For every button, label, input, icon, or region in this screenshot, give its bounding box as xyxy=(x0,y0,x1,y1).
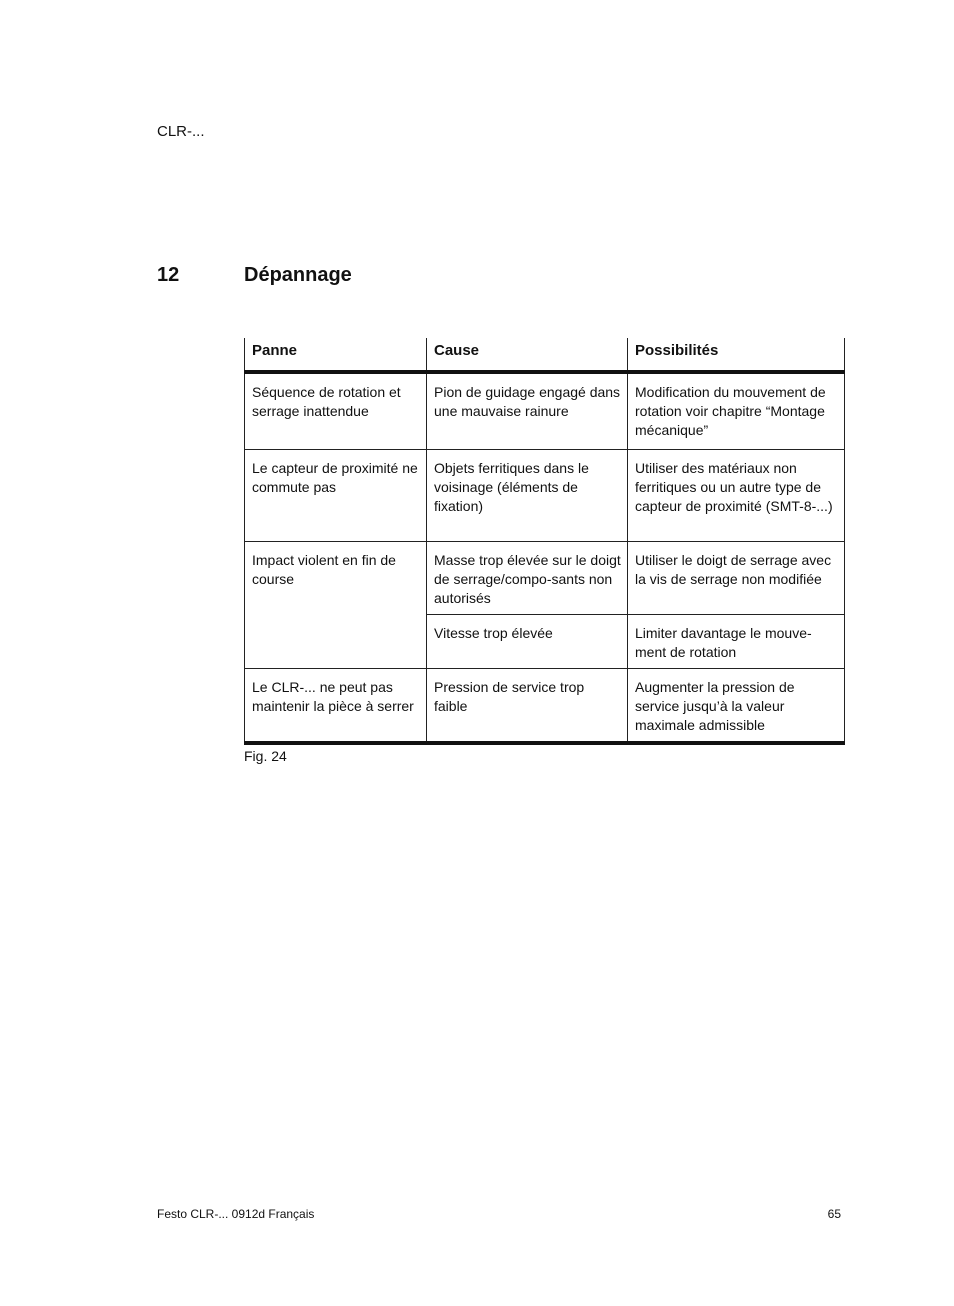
cell-possibilites: Modification du mouvement de rotation voir chapitre “Montage mécanique” xyxy=(628,372,845,449)
table-row xyxy=(245,372,845,449)
cell-cause: Masse trop élevée sur le doigt de serrage/compo-sants non autorisés xyxy=(427,541,628,614)
cell-possibilites: Utiliser le doigt de serrage avec la vis de serrage non modifiée xyxy=(628,541,845,614)
cell-panne: Impact violent en fin de course xyxy=(245,541,427,668)
column-header-panne: Panne xyxy=(245,338,427,372)
cell-panne: Séquence de rotation et serrage inattendue xyxy=(245,372,427,449)
table-header-row xyxy=(245,338,845,372)
column-header-cause: Cause xyxy=(427,338,628,372)
cell-cause: Pion de guidage engagé dans une mauvaise rainure xyxy=(427,372,628,449)
cell-possibilites: Augmenter la pression de service jusqu’à la valeur maximale admissible xyxy=(628,668,845,743)
page-number: 65 xyxy=(827,1207,841,1221)
section-title: Dépannage xyxy=(244,264,352,286)
cell-panne: Le capteur de proximité ne commute pas xyxy=(245,449,427,541)
table-row xyxy=(245,449,845,541)
cell-possibilites: Limiter davantage le mouve-ment de rotation xyxy=(628,614,845,668)
cell-cause: Pression de service trop faible xyxy=(427,668,628,743)
cell-cause: Vitesse trop élevée xyxy=(427,614,628,668)
table-row xyxy=(245,541,845,614)
troubleshooting-table xyxy=(244,338,845,745)
table-row xyxy=(245,668,845,743)
column-header-possibilites: Possibilités xyxy=(628,338,845,372)
figure-caption: Fig. 24 xyxy=(244,748,287,764)
footer-document-info: Festo CLR-... 0912d Français xyxy=(157,1207,315,1221)
section-number: 12 xyxy=(157,264,180,286)
cell-possibilites: Utiliser des matériaux non ferritiques ou un autre type de capteur de proximité (SMT-8-...) xyxy=(628,449,845,541)
cell-cause: Objets ferritiques dans le voisinage (éléments de fixation) xyxy=(427,449,628,541)
cell-panne: Le CLR-... ne peut pas maintenir la pièce à serrer xyxy=(245,668,427,743)
running-header: CLR-... xyxy=(157,123,205,140)
